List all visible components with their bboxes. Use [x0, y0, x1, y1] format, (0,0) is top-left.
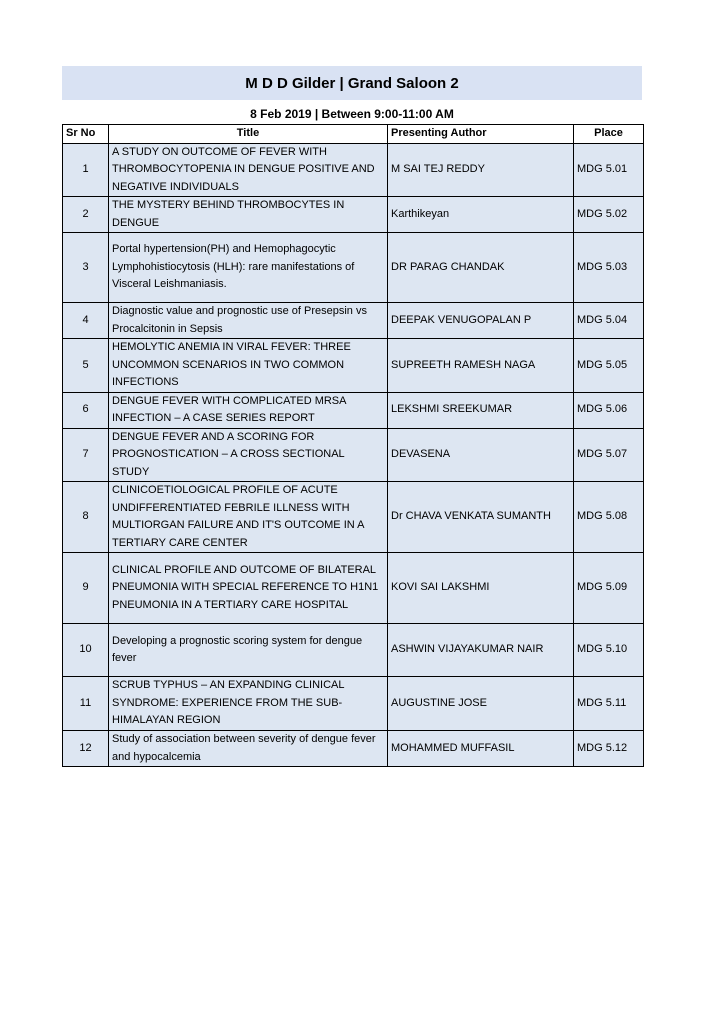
- column-header-presenting-author: Presenting Author: [388, 125, 574, 144]
- table-header-row: [63, 125, 644, 144]
- title-cell: CLINICAL PROFILE AND OUTCOME OF BILATERAL PNEUMONIA WITH SPECIAL REFERENCE TO H1N1 PNEUMONIA IN A TERTIARY CARE HOSPITAL: [109, 553, 388, 624]
- sr-no-cell: 4: [63, 303, 109, 339]
- table-row: [63, 197, 644, 233]
- place-cell: MDG 5.09: [574, 553, 644, 624]
- sr-no-cell: 10: [63, 624, 109, 677]
- session-banner: [62, 66, 642, 100]
- sr-no-cell: 2: [63, 197, 109, 233]
- title-cell: Diagnostic value and prognostic use of Presepsin vs Procalcitonin in Sepsis: [109, 303, 388, 339]
- table-row: [63, 677, 644, 731]
- sr-no-cell: 6: [63, 392, 109, 428]
- title-cell: CLINICOETIOLOGICAL PROFILE OF ACUTE UNDIFFERENTIATED FEBRILE ILLNESS WITH MULTIORGAN FAILURE AND IT'S OUTCOME IN A TERTIARY CARE CENTER: [109, 482, 388, 553]
- sr-no-cell: 7: [63, 428, 109, 482]
- table-row: [63, 303, 644, 339]
- sr-no-cell: 8: [63, 482, 109, 553]
- column-header-title: Title: [109, 125, 388, 144]
- title-cell: Developing a prognostic scoring system for dengue fever: [109, 624, 388, 677]
- author-cell: LEKSHMI SREEKUMAR: [388, 392, 574, 428]
- table-row: [63, 143, 644, 197]
- table-row: [63, 428, 644, 482]
- table-row: [63, 624, 644, 677]
- table-row: [63, 392, 644, 428]
- place-cell: MDG 5.02: [574, 197, 644, 233]
- author-cell: Dr CHAVA VENKATA SUMANTH: [388, 482, 574, 553]
- place-cell: MDG 5.04: [574, 303, 644, 339]
- place-cell: MDG 5.11: [574, 677, 644, 731]
- title-cell: Study of association between severity of dengue fever and hypocalcemia: [109, 731, 388, 767]
- place-cell: MDG 5.05: [574, 339, 644, 393]
- place-cell: MDG 5.03: [574, 233, 644, 303]
- author-cell: DR PARAG CHANDAK: [388, 233, 574, 303]
- table-row: [63, 553, 644, 624]
- sr-no-cell: 3: [63, 233, 109, 303]
- author-cell: M SAI TEJ REDDY: [388, 143, 574, 197]
- title-cell: SCRUB TYPHUS – AN EXPANDING CLINICAL SYNDROME: EXPERIENCE FROM THE SUB-HIMALAYAN REGION: [109, 677, 388, 731]
- sr-no-cell: 12: [63, 731, 109, 767]
- author-cell: DEEPAK VENUGOPALAN P: [388, 303, 574, 339]
- title-cell: DENGUE FEVER AND A SCORING FOR PROGNOSTICATION – A CROSS SECTIONAL STUDY: [109, 428, 388, 482]
- sr-no-cell: 9: [63, 553, 109, 624]
- author-cell: Karthikeyan: [388, 197, 574, 233]
- session-title: M D D Gilder | Grand Saloon 2: [245, 74, 459, 92]
- place-cell: MDG 5.08: [574, 482, 644, 553]
- author-cell: KOVI SAI LAKSHMI: [388, 553, 574, 624]
- table-row: [63, 731, 644, 767]
- session-date-time: 8 Feb 2019 | Between 9:00-11:00 AM: [250, 107, 454, 121]
- author-cell: ASHWIN VIJAYAKUMAR NAIR: [388, 624, 574, 677]
- title-cell: Portal hypertension(PH) and Hemophagocytic Lymphohistiocytosis (HLH): rare manifestations of Visceral Leishmaniasis.: [109, 233, 388, 303]
- table-row: [63, 233, 644, 303]
- place-cell: MDG 5.01: [574, 143, 644, 197]
- presentation-schedule-table: [62, 124, 644, 767]
- author-cell: DEVASENA: [388, 428, 574, 482]
- sr-no-cell: 5: [63, 339, 109, 393]
- column-header-sr-no: Sr No: [63, 125, 109, 144]
- place-cell: MDG 5.06: [574, 392, 644, 428]
- title-cell: DENGUE FEVER WITH COMPLICATED MRSA INFECTION – A CASE SERIES REPORT: [109, 392, 388, 428]
- author-cell: SUPREETH RAMESH NAGA: [388, 339, 574, 393]
- title-cell: THE MYSTERY BEHIND THROMBOCYTES IN DENGUE: [109, 197, 388, 233]
- place-cell: MDG 5.10: [574, 624, 644, 677]
- author-cell: AUGUSTINE JOSE: [388, 677, 574, 731]
- column-header-place: Place: [574, 125, 644, 144]
- title-cell: HEMOLYTIC ANEMIA IN VIRAL FEVER: THREE UNCOMMON SCENARIOS IN TWO COMMON INFECTIONS: [109, 339, 388, 393]
- sr-no-cell: 1: [63, 143, 109, 197]
- table-row: [63, 482, 644, 553]
- title-cell: A STUDY ON OUTCOME OF FEVER WITH THROMBOCYTOPENIA IN DENGUE POSITIVE AND NEGATIVE INDIVIDUALS: [109, 143, 388, 197]
- place-cell: MDG 5.12: [574, 731, 644, 767]
- sr-no-cell: 11: [63, 677, 109, 731]
- place-cell: MDG 5.07: [574, 428, 644, 482]
- table-row: [63, 339, 644, 393]
- author-cell: MOHAMMED MUFFASIL: [388, 731, 574, 767]
